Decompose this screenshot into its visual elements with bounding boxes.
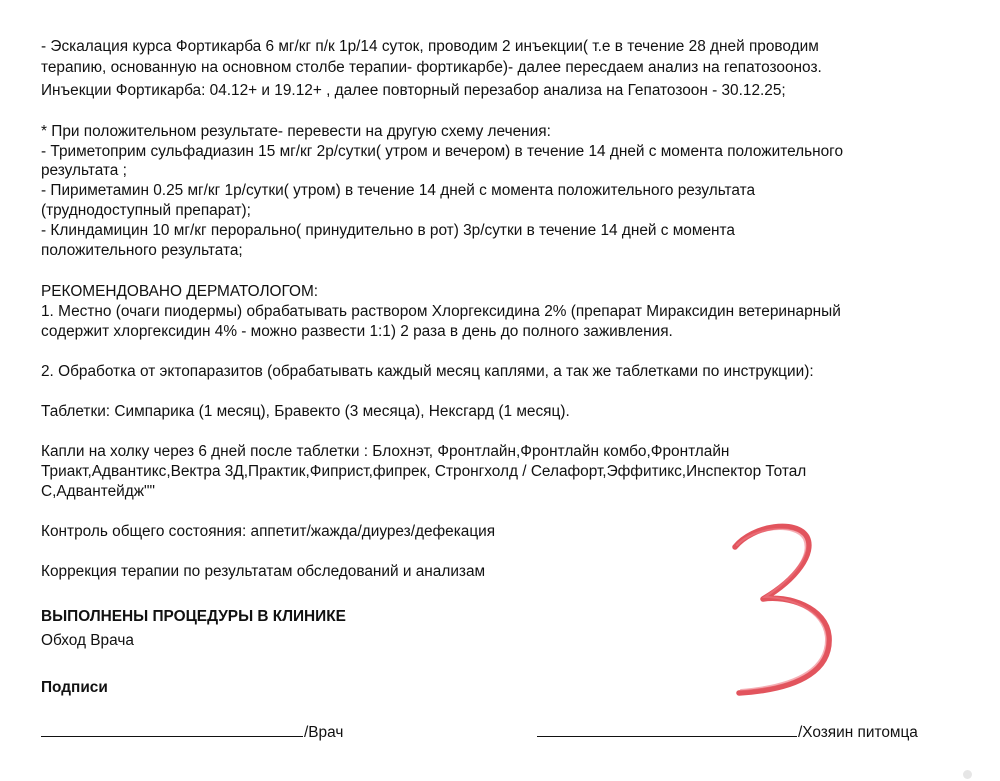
signature-owner-blank [537,722,797,737]
text-line: Триакт,Адвантикс,Вектра 3Д,Практик,Фиприст,фипрек, Стронгхолд / Селафорт,Эффитикс,Инспектор Тотал [41,463,807,480]
signatures-heading: Подписи [41,679,108,696]
handwritten-number-three [725,515,845,705]
signature-owner [537,722,918,742]
text-line: - Триметоприм сульфадиазин 15 мг/кг 2р/сутки( утром и вечером) в течение 14 дней с момента положительного [41,143,844,160]
procedures-item: Обход Врача [41,632,134,649]
signature-owner-label: /Хозяин питомца [798,724,918,741]
text-line: * При положительном результате- перевести на другую схему лечения: [41,123,551,140]
text-line: 1. Местно (очаги пиодермы) обрабатывать раствором Хлоргексидина 2% (препарат Мираксидин ветеринарный [41,303,841,320]
signature-doctor [41,722,343,742]
text-line: Таблетки: Симпарика (1 месяц), Бравекто (3 месяца), Нексгард (1 месяц). [41,403,570,420]
text-line: положительного результата; [41,242,243,259]
text-line: Инъекции Фортикарба: 04.12+ и 19.12+ , далее повторный перезабор анализа на Гепатозоон - 30.12.25; [41,82,786,99]
text-line: Коррекция терапии по результатам обследований и анализам [41,563,486,580]
section-heading: РЕКОМЕНДОВАНО ДЕРМАТОЛОГОМ: [41,283,319,300]
signature-doctor-label: /Врач [304,724,344,741]
text-line: 2. Обработка от эктопаразитов (обрабатывать каждый месяц каплями, а так же таблетками по инструкции): [41,363,814,380]
text-line: (труднодоступный препарат); [41,202,251,219]
signature-doctor-blank [41,722,303,737]
text-line: терапию, основанную на основном столбе терапии- фортикарбе)- далее пересдаем анализ на гепатозооноз. [41,59,822,76]
text-line: - Клиндамицин 10 мг/кг перорально( принудительно в рот) 3р/сутки в течение 14 дней с момента [41,222,735,239]
procedures-heading: ВЫПОЛНЕНЫ ПРОЦЕДУРЫ В КЛИНИКЕ [41,608,346,625]
text-line: содержит хлоргексидин 4% - можно развести 1:1) 2 раза в день до полного заживления. [41,323,673,340]
text-line: результата ; [41,162,127,179]
text-line: - Эскалация курса Фортикарба 6 мг/кг п/к 1р/14 суток, проводим 2 инъекции( т.е в течение 28 дней проводим [41,38,819,55]
text-line: Контроль общего состояния: аппетит/жажда/диурез/дефекация [41,523,496,540]
text-line: Капли на холку через 6 дней после таблетки : Блохнэт, Фронтлайн,Фронтлайн комбо,Фронтлайн [41,443,730,460]
text-line: С,Адвантейдж"" [41,483,155,500]
scroll-indicator[interactable] [963,770,972,779]
text-line: - Пириметамин 0.25 мг/кг 1р/сутки( утром) в течение 14 дней с момента положительного результата [41,182,756,199]
